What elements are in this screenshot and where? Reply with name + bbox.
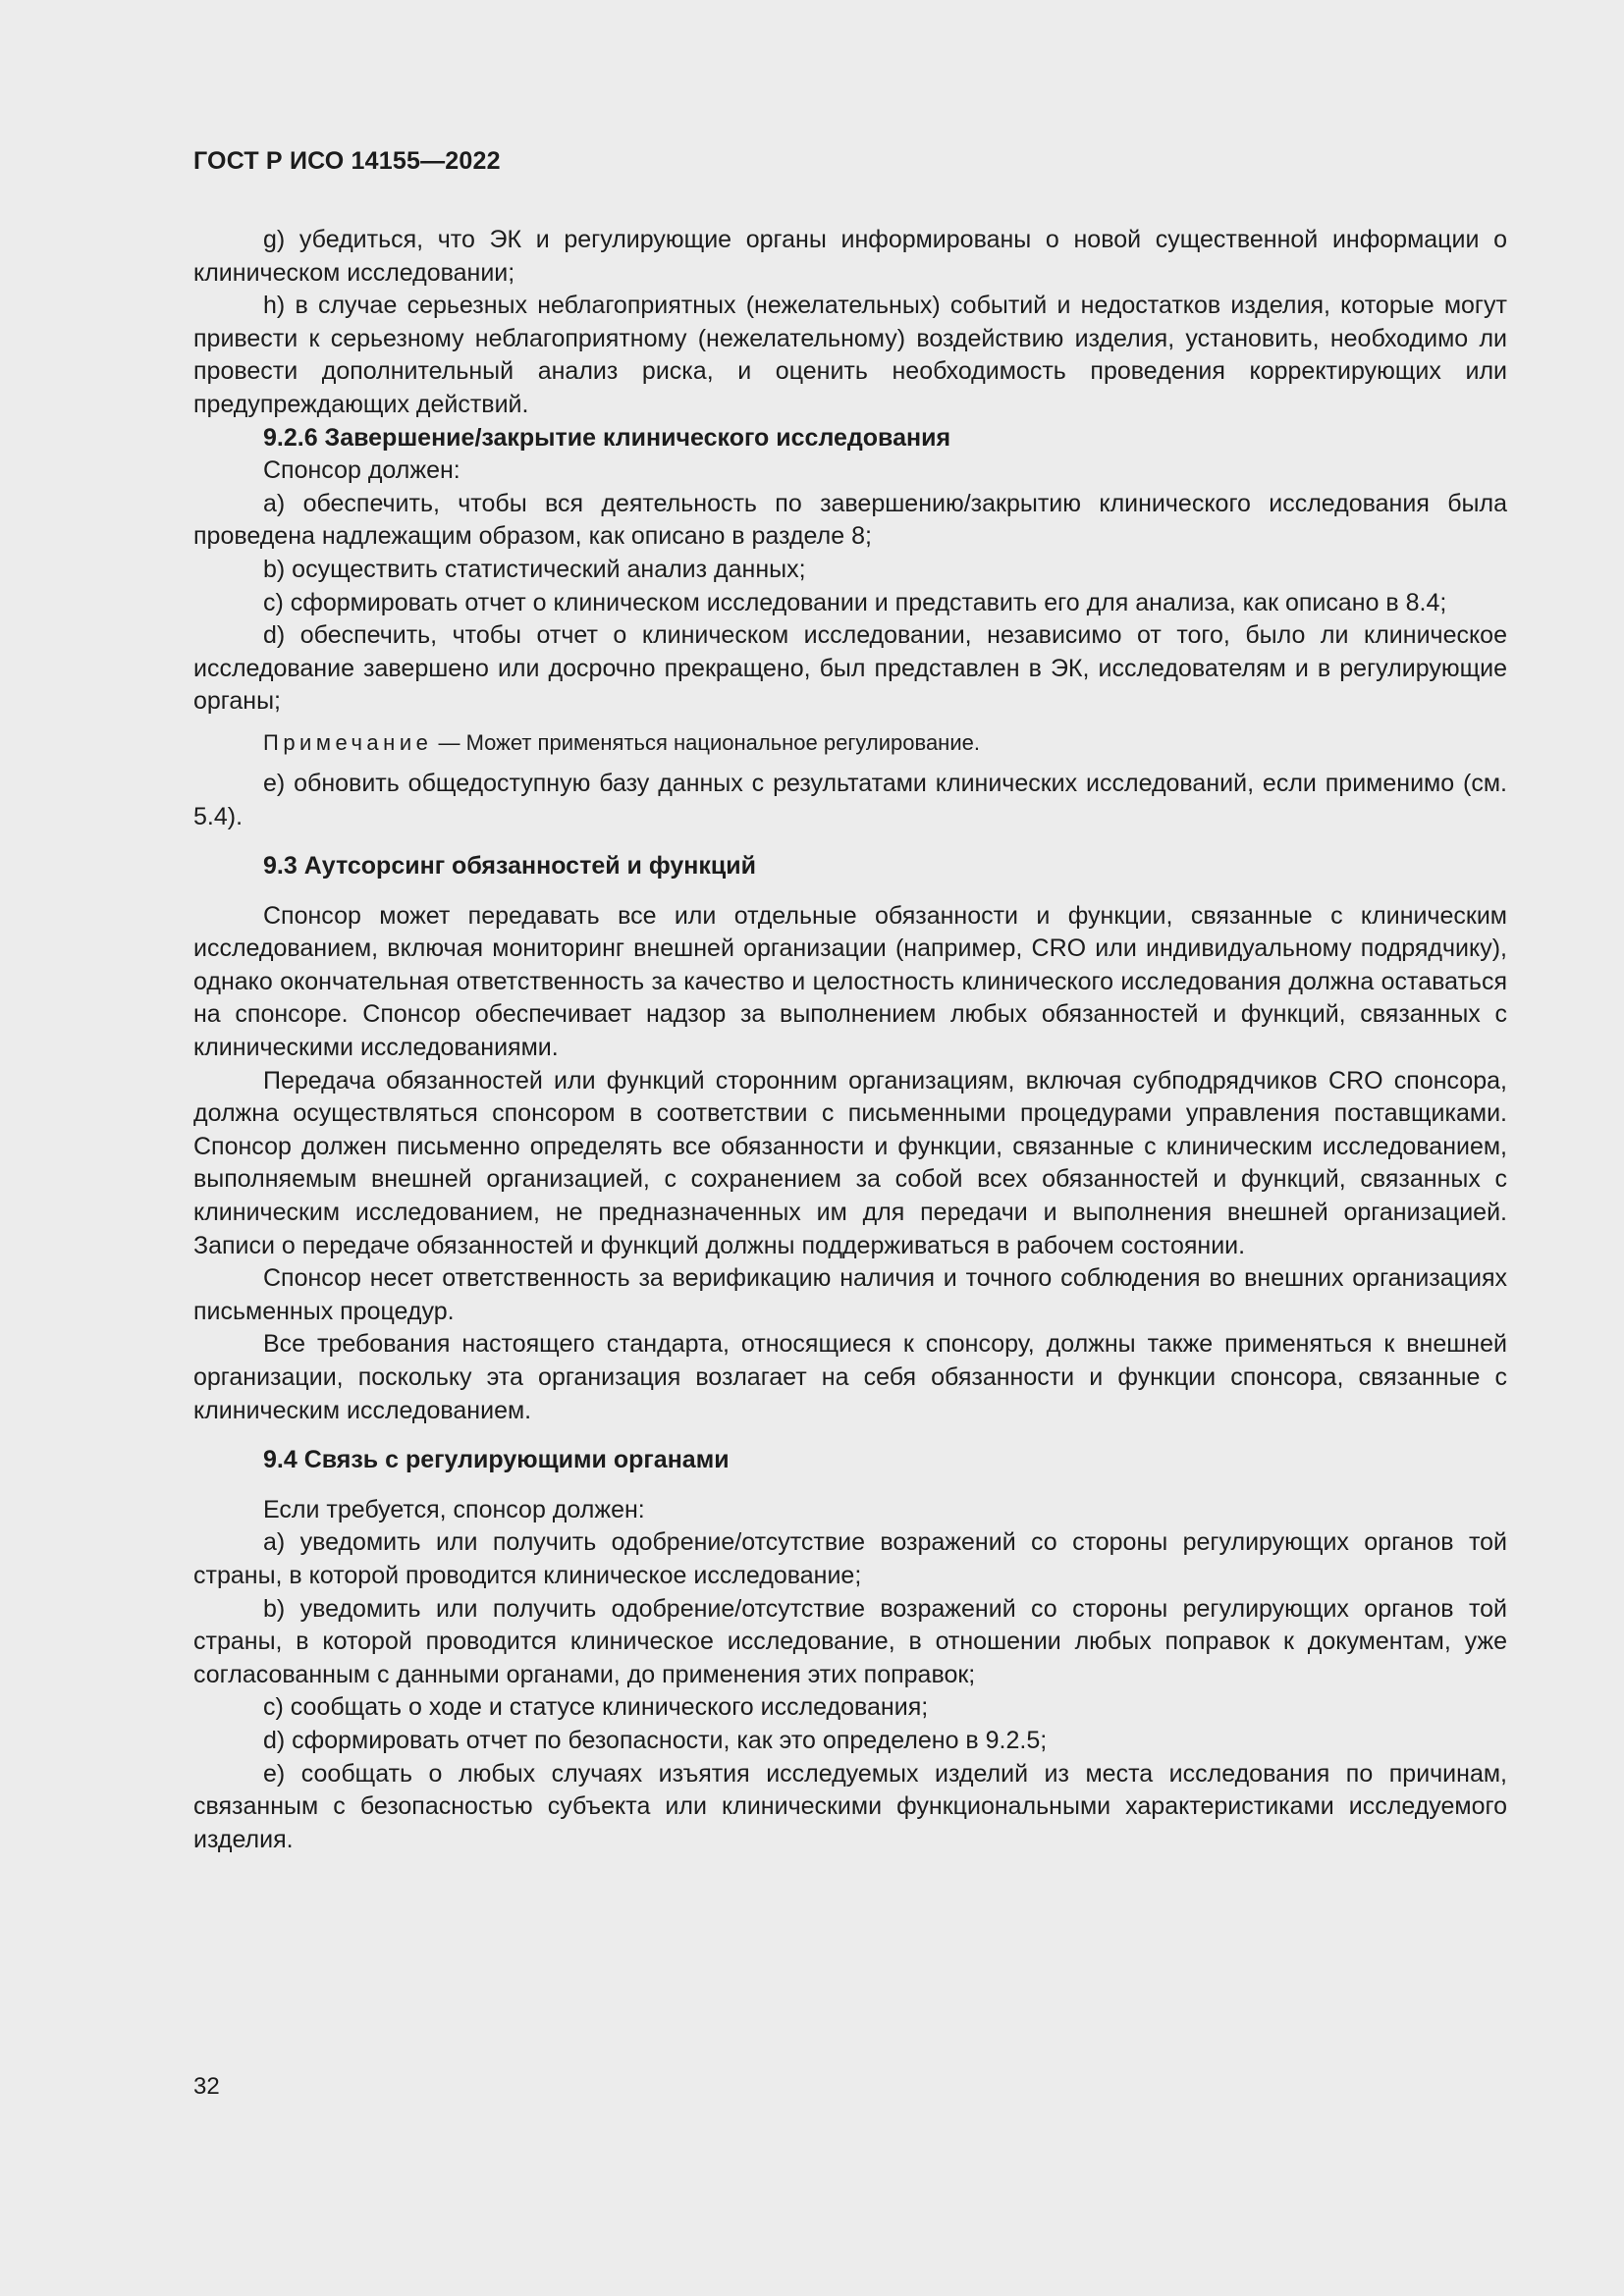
body-text [193, 224, 1507, 1856]
list-item-b: b) осуществить статистический анализ данных; [263, 555, 806, 583]
section-heading-9-4: 9.4 Связь с регулирующими органами [263, 1446, 730, 1474]
list-item-a: a) уведомить или получить одобрение/отсутствие возражений со стороны регулирующих органов той страны, в которой проводится клиническое исследование; [193, 1528, 1507, 1589]
list-item-c: c) сообщать о ходе и статусе клинического исследования; [263, 1693, 929, 1722]
note [193, 728, 1507, 758]
paragraph: Спонсор может передавать все или отдельные обязанности и функции, связанные с клиническим исследованием, включая мониторинг внешней организации (например, CRO или индивидуальному подрядчику), однако окончательная ответственность за качество и целостность клинического исследования должна оставаться на спонсоре. Спонсор обеспечивает надзор за выполнением любых обязанностей и функций, связанных с клиническими исследованиями. [193, 901, 1507, 1062]
paragraph-sponsor-must: Спонсор должен: [263, 456, 460, 485]
paragraph: Все требования настоящего стандарта, относящиеся к спонсору, должны также применяться к внешней организации, поскольку эта организация возлагает на себя обязанности и функции спонсора, связанные с клиническим исследованием. [193, 1330, 1507, 1424]
list-item-d: d) обеспечить, чтобы отчет о клиническом исследовании, независимо от того, было ли клиническое исследование завершено или досрочно прекращено, был представлен в ЭК, исследователям и в регулирующие органы; [193, 621, 1507, 716]
page-number: 32 [193, 2073, 220, 2100]
subsection-heading-9-2-6: 9.2.6 Завершение/закрытие клинического исследования [263, 423, 951, 452]
note-label: Примечание [263, 729, 433, 755]
section-heading-9-3: 9.3 Аутсорсинг обязанностей и функций [263, 852, 757, 881]
paragraph: Спонсор несет ответственность за верификацию наличия и точного соблюдения во внешних организациях письменных процедур. [193, 1264, 1507, 1325]
list-item-h: h) в случае серьезных неблагоприятных (нежелательных) событий и недостатков изделия, которые могут привести к серьезному неблагоприятному (нежелательному) воздействию изделия, установить, необходимо ли провести дополнительный анализ риска, и оценить необходимость проведения корректирующих или предупреждающих действий. [193, 292, 1507, 418]
note-text: — Может применяться национальное регулирование. [432, 729, 980, 755]
list-item-g: g) убедиться, что ЭК и регулирующие органы информированы о новой существенной информации о клиническом исследовании; [193, 226, 1507, 287]
list-item-e: e) обновить общедоступную базу данных с результатами клинических исследований, если применимо (см. 5.4). [193, 769, 1507, 830]
paragraph: Передача обязанностей или функций сторонним организациям, включая субподрядчиков CRO спонсора, должна осуществляться спонсором в соответствии с письменными процедурами управления поставщиками. Спонсор должен письменно определять все обязанности и функции, связанные с клиническим исследованием, выполняемым внешней организацией, с сохранением за собой всех обязанностей и функций, связанных с клиническим исследованием, не предназначенных им для передачи и выполнения внешней организацией. Записи о передаче обязанностей и функций должны поддерживаться в рабочем состоянии. [193, 1066, 1507, 1259]
running-header: ГОСТ Р ИСО 14155—2022 [193, 147, 501, 175]
list-item-c: c) сформировать отчет о клиническом исследовании и представить его для анализа, как описано в 8.4; [263, 588, 1447, 616]
list-item-b: b) уведомить или получить одобрение/отсутствие возражений со стороны регулирующих органов той страны, в которой проводится клиническое исследование, в отношении любых поправок к документам, уже согласованным с данными органами, до применения этих поправок; [193, 1594, 1507, 1688]
list-item-a: a) обеспечить, чтобы вся деятельность по завершению/закрытию клинического исследования была проведена надлежащим образом, как описано в разделе 8; [193, 489, 1507, 551]
paragraph-if-required: Если требуется, спонсор должен: [263, 1495, 645, 1523]
list-item-e: e) сообщать о любых случаях изъятия исследуемых изделий из места исследования по причинам, связанным с безопасностью субъекта или клиническими функциональными характеристиками исследуемого изделия. [193, 1759, 1507, 1853]
list-item-d: d) сформировать отчет по безопасности, как это определено в 9.2.5; [263, 1726, 1048, 1754]
